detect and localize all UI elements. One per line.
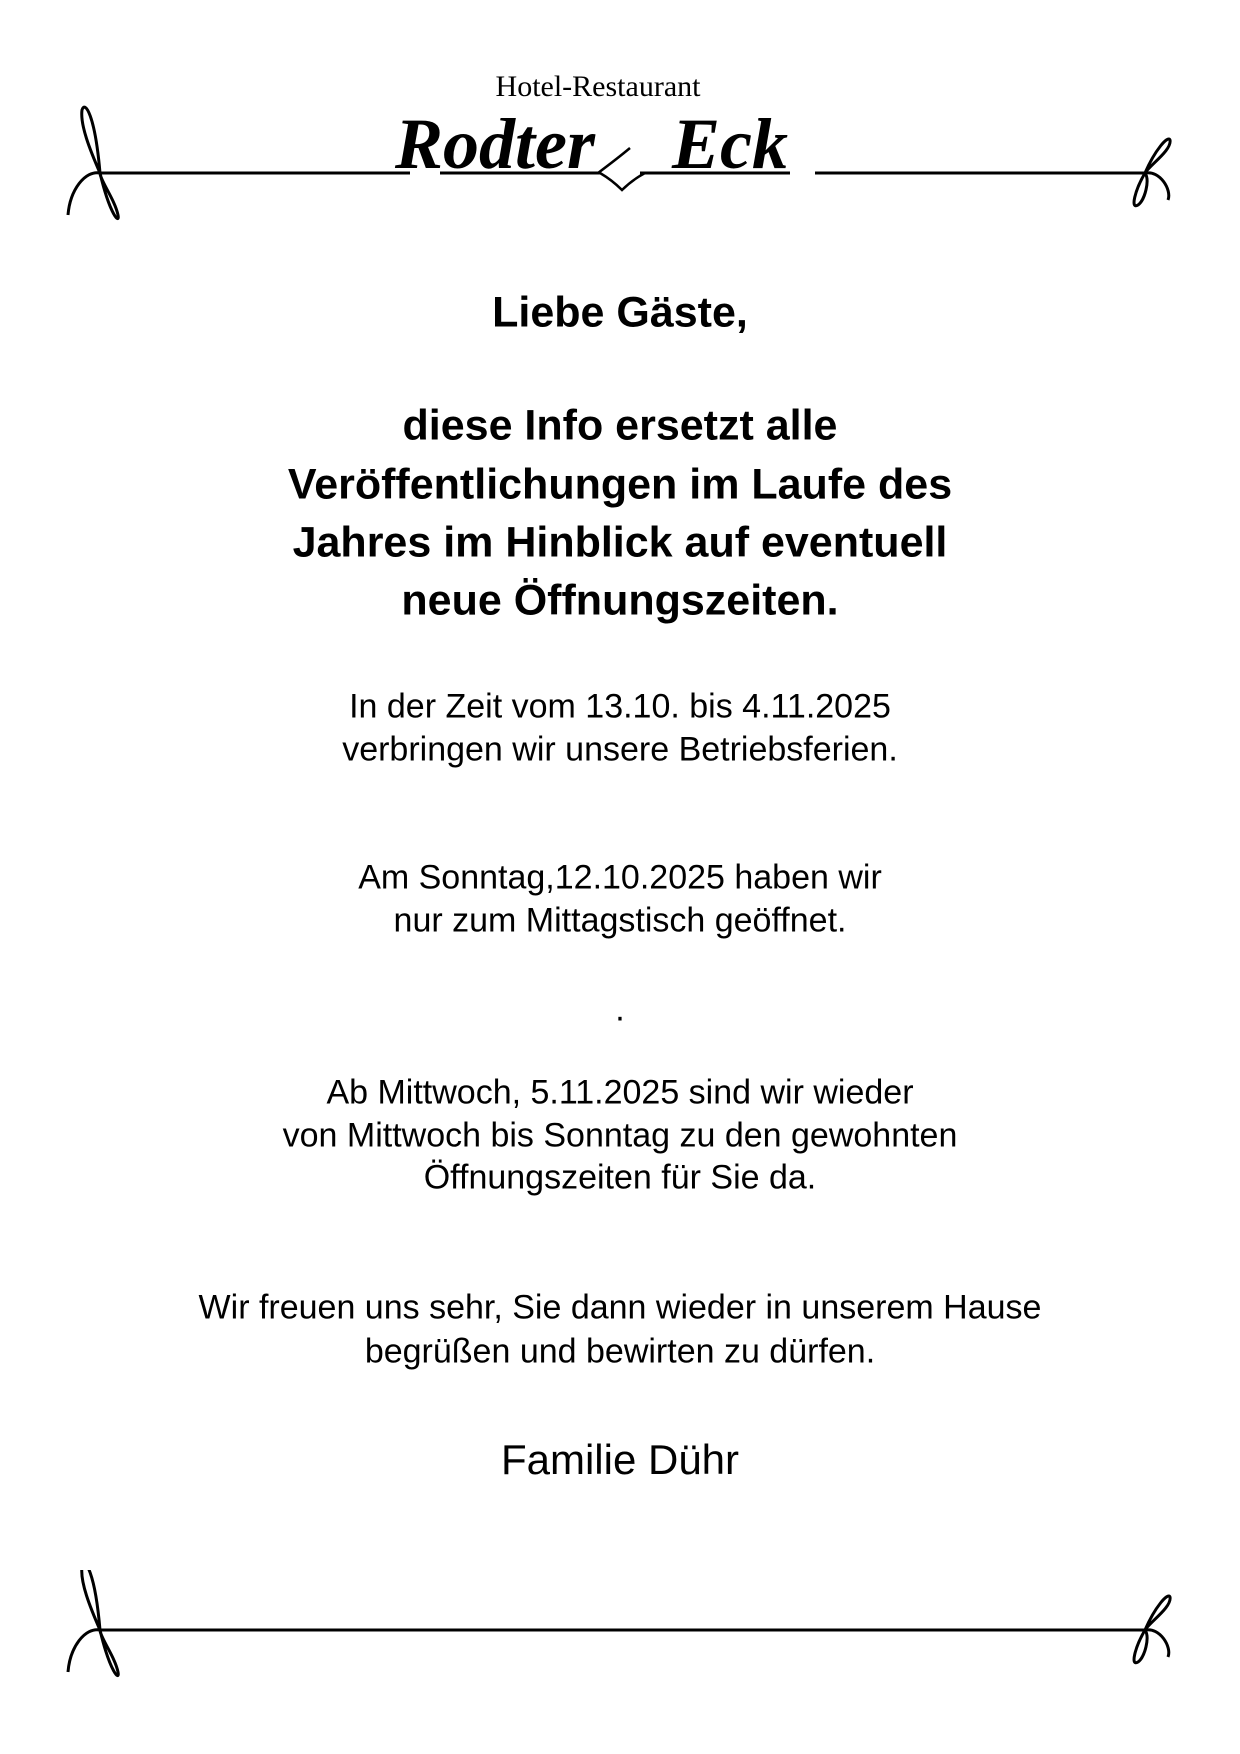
separator-dot: . <box>615 990 625 1029</box>
header-divider <box>100 148 1145 190</box>
headline-line: neue Öffnungszeiten. <box>401 576 839 625</box>
flourish-left-icon <box>68 1570 118 1676</box>
footer-divider <box>0 1570 1240 1690</box>
sunday-notice-text: nur zum Mittagstisch geöffnet. <box>393 901 847 940</box>
headline-line: diese Info ersetzt alle <box>402 401 838 450</box>
closing-text: begrüßen und bewirten zu dürfen. <box>364 1332 876 1371</box>
logo-name-eck: Eck <box>672 104 788 184</box>
logo-subtitle: Hotel-Restaurant <box>495 70 701 103</box>
closure-dates-text: verbringen wir unsere Betriebsferien. <box>342 730 898 769</box>
reopening-text: von Mittwoch bis Sonntag zu den gewohnten <box>282 1116 958 1155</box>
logo-name-rodter: Rodter <box>395 104 596 184</box>
flourish-left-icon <box>68 107 118 218</box>
reopening-text: Öffnungszeiten für Sie da. <box>423 1158 817 1197</box>
closing-text: Wir freuen uns sehr, Sie dann wieder in unserem Hause <box>198 1288 1042 1327</box>
closure-dates-text: In der Zeit vom 13.10. bis 4.11.2025 <box>349 687 891 726</box>
headline-line: Jahres im Hinblick auf eventuell <box>292 518 948 567</box>
reopening-text: Ab Mittwoch, 5.11.2025 sind wir wieder <box>326 1073 914 1112</box>
header-logo <box>0 40 1240 270</box>
sunday-notice-text: Am Sonntag,12.10.2025 haben wir <box>358 858 882 897</box>
signature: Familie Dühr <box>500 1436 740 1483</box>
greeting: Liebe Gäste, <box>492 288 748 337</box>
headline-line: Veröffentlichungen im Laufe des <box>287 460 953 509</box>
